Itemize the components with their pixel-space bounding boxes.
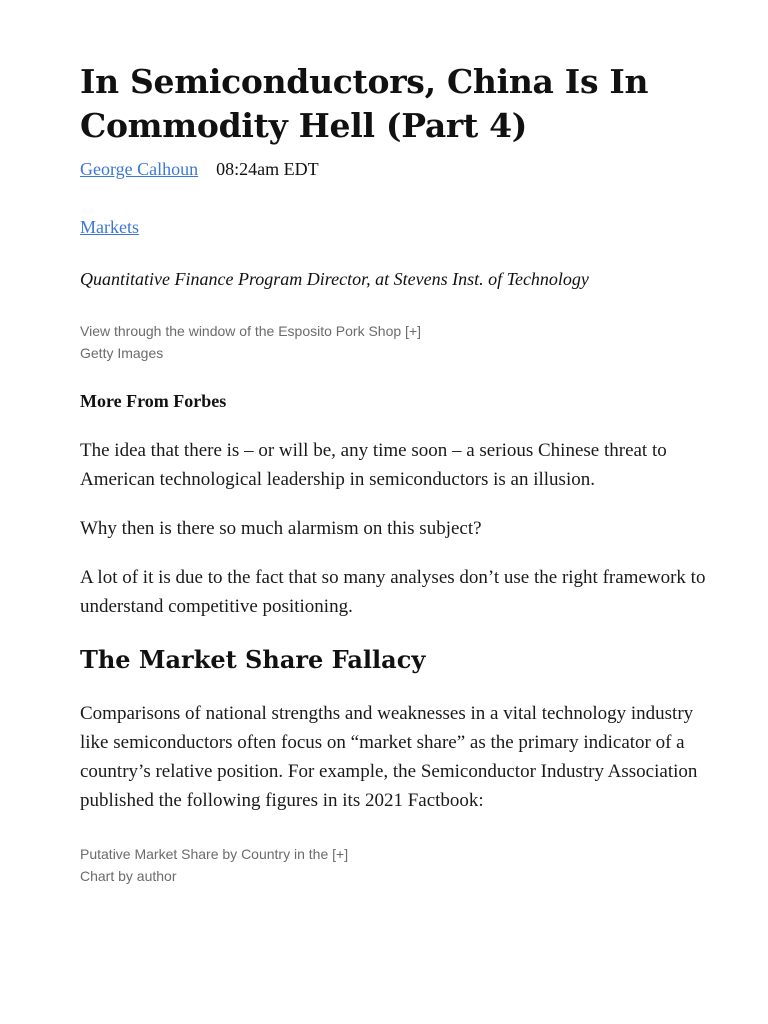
paragraph-2: Why then is there so much alarmism on this subject?	[80, 518, 482, 539]
publish-time: 08:24am EDT	[216, 159, 319, 179]
paragraph-4: Comparisons of national strengths and weaknesses in a vital technology industry like semiconductors often focus on “market share” as the primary indicator of a country’s relative position. For example, the Semiconductor Industry Association published the following figures in its 2021 Factbook:	[80, 703, 698, 811]
article	[80, 60, 710, 887]
more-from-heading: More From Forbes	[80, 391, 227, 411]
channel-link[interactable]: Markets	[80, 217, 139, 237]
chart-caption	[80, 843, 710, 887]
author-bio: Quantitative Finance Program Director, at Stevens Inst. of Technology	[80, 269, 589, 289]
paragraph-3: A lot of it is due to the fact that so many analyses don’t use the right framework to understand competitive positioning.	[80, 567, 706, 617]
image-credit: Getty Images	[80, 345, 164, 361]
chart-credit: Chart by author	[80, 868, 177, 884]
image-caption-text[interactable]: View through the window of the Esposito Pork Shop [+]	[80, 323, 422, 339]
article-title: In Semiconductors, China Is In Commodity Hell (Part 4)	[80, 62, 649, 145]
byline	[80, 158, 710, 180]
paragraph-1: The idea that there is – or will be, any time soon – a serious Chinese threat to American technological leadership in semiconductors is an illusion.	[80, 440, 667, 490]
image-caption	[80, 320, 710, 364]
author-link[interactable]: George Calhoun	[80, 159, 199, 179]
chart-caption-text[interactable]: Putative Market Share by Country in the [+]	[80, 846, 349, 862]
section-heading: The Market Share Fallacy	[80, 645, 426, 674]
